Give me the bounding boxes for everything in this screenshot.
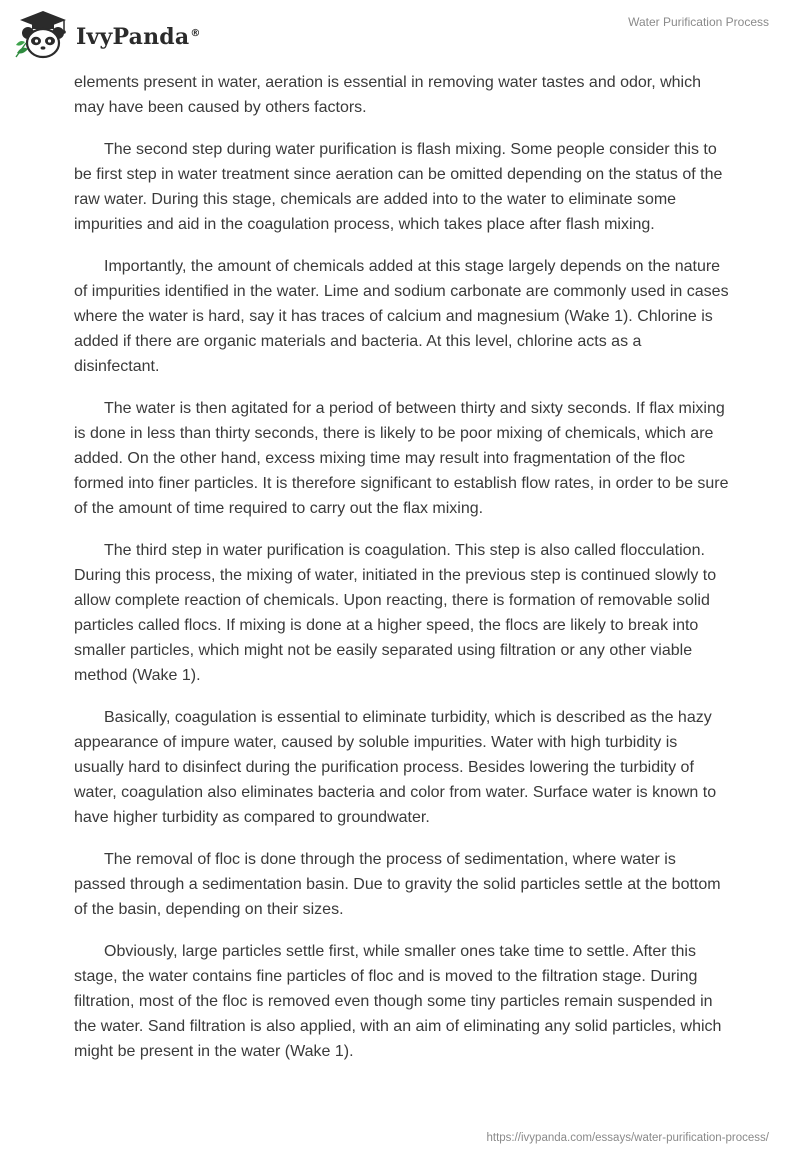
paragraph-4: The water is then agitated for a period of between thirty and sixty seconds. If flax mixing is done in less than thirty seconds, there is likely to be poor mixing of chemicals, which are added. On the other hand, excess mixing time may result into fragmentation of the floc formed into finer particles. It is therefore significant to establish flow rates, in order to be sure of the amount of time required to carry out the flax mixing. [74, 400, 729, 517]
brand-name: IvyPanda® [76, 24, 201, 50]
page-header [0, 0, 800, 70]
document-title: Water Purification Process [628, 15, 769, 29]
essay-body [74, 70, 730, 1081]
paragraph-5: The third step in water purification is coagulation. This step is also called flocculation. During this process, the mixing of water, initiated in the previous step is continued slowly to allow complete reaction of chemicals. Upon reacting, there is formation of removable solid particles called flocs. If mixing is done at a higher speed, the flocs are likely to break into smaller particles, which might not be easily separated using filtration or any other viable method (Wake 1). [74, 542, 717, 684]
paragraph-7: The removal of floc is done through the process of sedimentation, where water is passed through a sedimentation basin. Due to gravity the solid particles settle at the bottom of the basin, depending on their sizes. [74, 851, 721, 918]
paragraph-1: elements present in water, aeration is essential in removing water tastes and odor, which may have been caused by others factors. [74, 74, 701, 116]
registered-mark: ® [190, 27, 201, 39]
paragraph-6: Basically, coagulation is essential to eliminate turbidity, which is described as the hazy appearance of impure water, caused by soluble impurities. Water with high turbidity is usually hard to disinfect during the purification process. Besides lowering the turbidity of water, coagulation also eliminates bacteria and color from water. Surface water is known to have higher turbidity as compared to groundwater. [74, 709, 717, 826]
paragraph-3: Importantly, the amount of chemicals added at this stage largely depends on the nature of impurities identified in the water. Lime and sodium carbonate are commonly used in cases where the water is hard, say it has traces of calcium and magnesium (Wake 1). Chlorine is added if there are organic materials and bacteria. At this level, chlorine acts as a disinfectant. [74, 258, 729, 375]
source-url-link[interactable]: https://ivypanda.com/essays/water-purification-process/ [486, 1132, 769, 1144]
ivypanda-logo[interactable] [14, 9, 201, 61]
panda-graduate-logo-icon [14, 9, 72, 61]
paragraph-2: The second step during water purification is flash mixing. Some people consider this to be first step in water treatment since aeration can be omitted depending on the status of the raw water. During this stage, chemicals are added into to the water to eliminate some impurities and aid in the coagulation process, which takes place after flash mixing. [74, 141, 723, 233]
paragraph-8: Obviously, large particles settle first, while smaller ones take time to settle. After this stage, the water contains fine particles of floc and is moved to the filtration stage. During filtration, most of the floc is removed even though some tiny particles remain suspended in the water. Sand filtration is also applied, with an aim of eliminating any solid particles, which might be present in the water (Wake 1). [74, 943, 722, 1060]
